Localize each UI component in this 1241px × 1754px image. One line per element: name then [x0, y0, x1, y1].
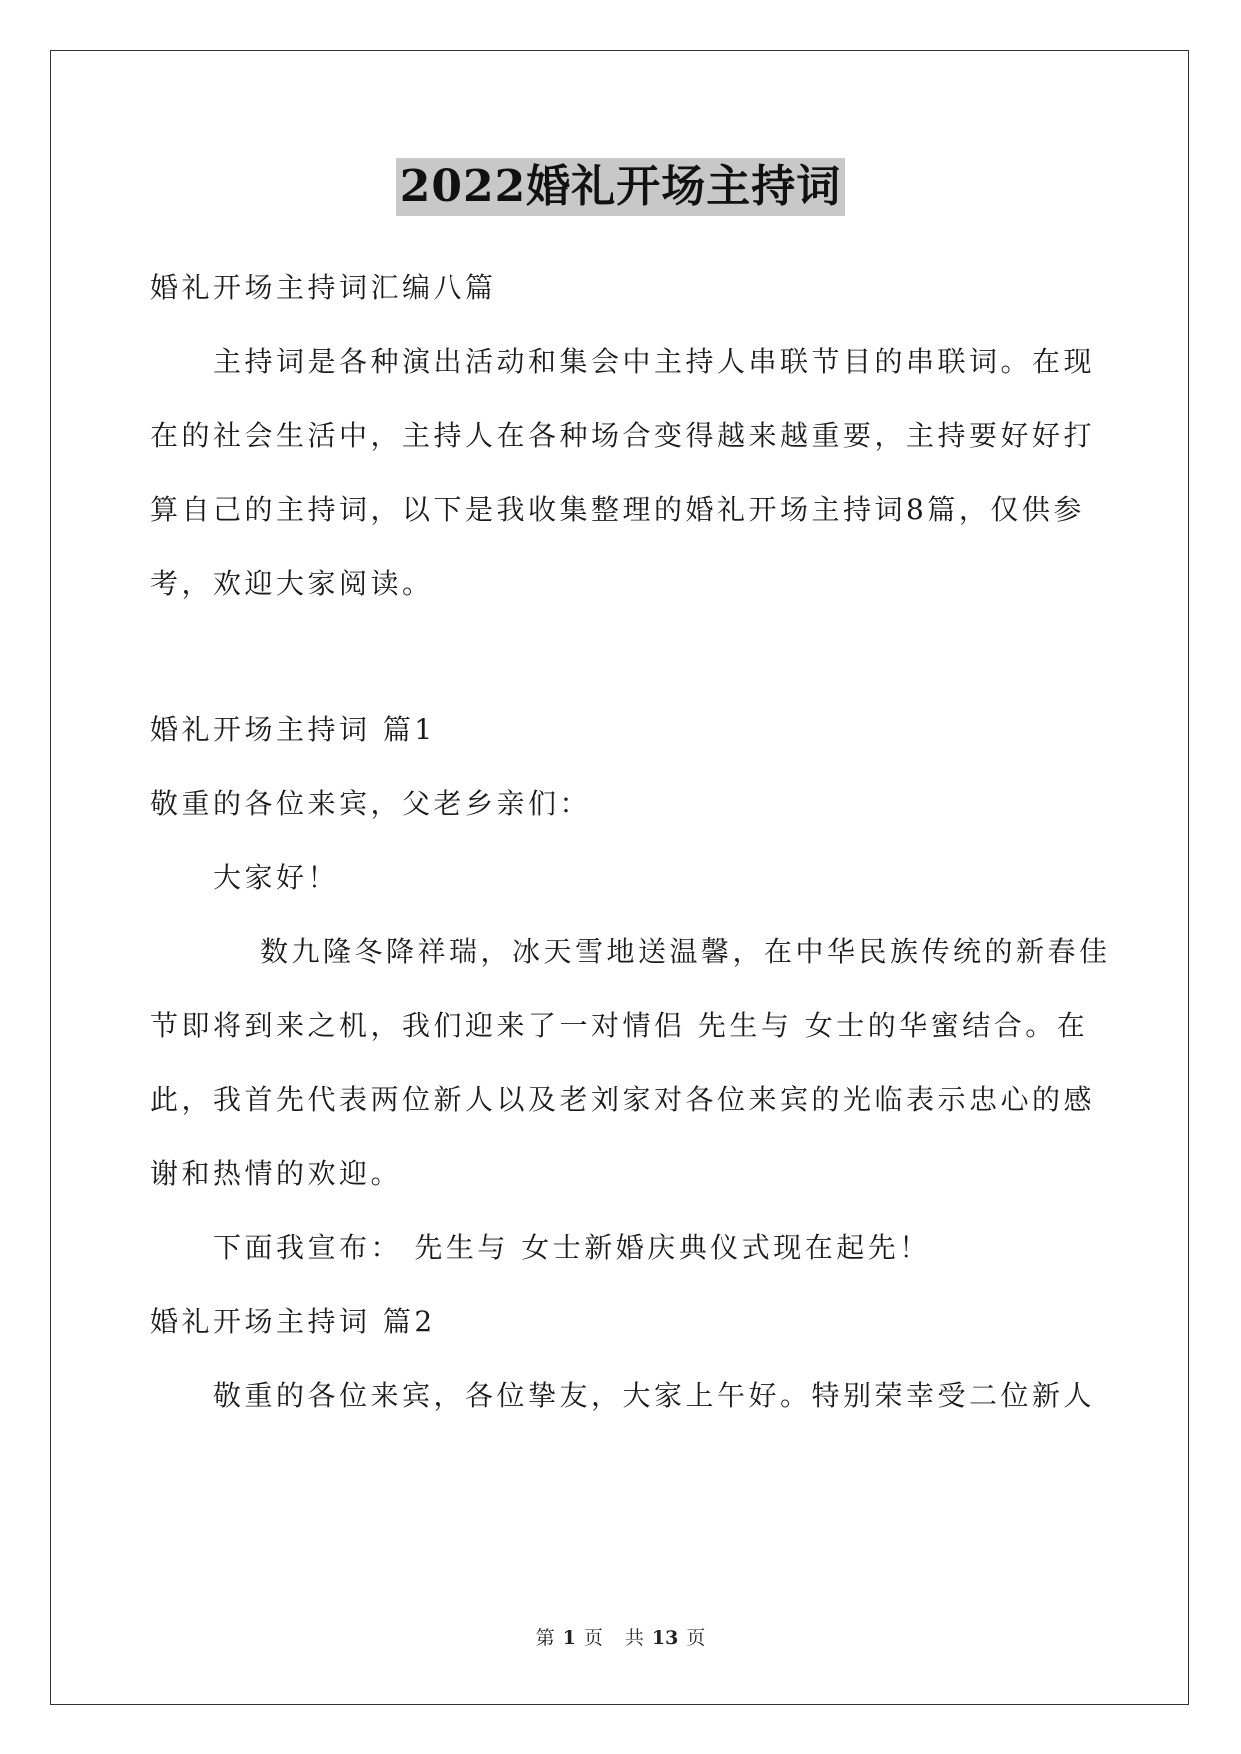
paragraph-line: 节即将到来之机，我们迎来了一对情侣 先生与 女士的华蜜结合。在: [150, 1009, 1089, 1042]
intro-line: 算自己的主持词，以下是我收集整理的婚礼开场主持词8篇，仅供参: [150, 493, 1085, 526]
paragraph-line: 敬重的各位来宾，各位挚友，大家上午好。特别荣幸受二位新人: [213, 1379, 1096, 1412]
page-current: 1: [562, 1627, 576, 1649]
subtitle: 婚礼开场主持词汇编八篇: [150, 271, 497, 304]
section-heading-2: 婚礼开场主持词 篇2: [150, 1305, 436, 1338]
paragraph-line: 谢和热情的欢迎。: [150, 1157, 403, 1190]
paragraph-line: 数九隆冬降祥瑞，冰天雪地送温馨，在中华民族传统的新春佳: [260, 935, 1111, 968]
page-footer: [0, 1625, 1241, 1651]
intro-line: 考，欢迎大家阅读。: [150, 567, 434, 600]
hello-line: 大家好！: [213, 861, 340, 894]
section-heading-1: 婚礼开场主持词 篇1: [150, 713, 436, 746]
total-prefix: 共: [624, 1627, 644, 1649]
intro-line: 主持词是各种演出活动和集会中主持人串联节目的串联词。在现: [213, 345, 1096, 378]
total-suffix: 页: [686, 1627, 706, 1649]
page-total: [621, 1627, 709, 1649]
page-suffix: 页: [583, 1627, 603, 1649]
page-number: [532, 1627, 607, 1649]
page-prefix: 第: [535, 1627, 555, 1649]
intro-line: 在的社会生活中，主持人在各种场合变得越来越重要，主持要好好打: [150, 419, 1096, 452]
announcement-line: 下面我宣布： 先生与 女士新婚庆典仪式现在起先！: [213, 1231, 931, 1264]
document-title: 2022婚礼开场主持词: [396, 158, 845, 216]
paragraph-line: 此，我首先代表两位新人以及老刘家对各位来宾的光临表示忠心的感: [150, 1083, 1096, 1116]
title-container: [0, 158, 1241, 216]
greeting-line: 敬重的各位来宾，父老乡亲们：: [150, 787, 592, 820]
total-count: 13: [651, 1627, 679, 1649]
